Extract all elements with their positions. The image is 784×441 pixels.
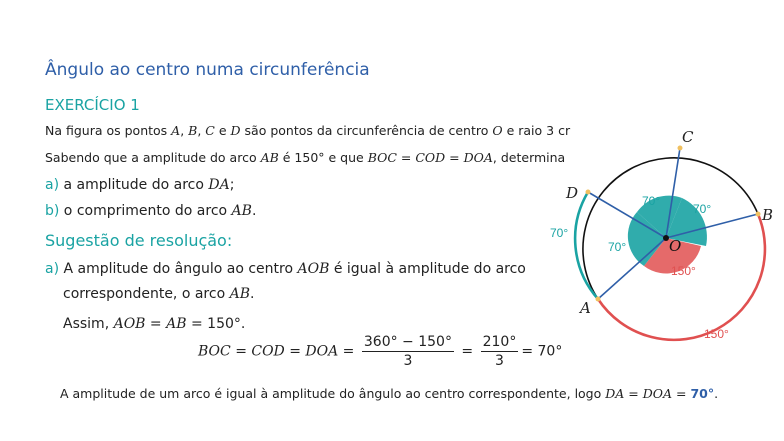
math-AB: AB [166,316,187,332]
point-a [596,297,601,302]
math-A: A [171,123,181,138]
math-AOB: AOB [113,316,146,332]
statement-text: , determina [492,150,566,165]
sep: , [197,123,206,138]
question-a-text: a amplitude do arco [59,177,209,193]
math-C: C [205,123,215,138]
punct: . [250,286,255,302]
point-b [756,212,761,217]
label-doa: 70° [608,240,627,254]
statement-text: Sabendo que a amplitude do arco [45,150,261,165]
formula-eq: = [456,343,478,360]
question-b-label: b) [45,203,60,219]
formula-result: = 70° [521,343,563,360]
fraction-1-numerator: 360° − 150° [363,334,452,350]
label-aob: 150° [671,264,696,278]
label-boc: 70° [693,202,712,216]
fraction-2-denominator: 3 [495,353,504,369]
math-AB: AB [231,203,252,219]
label-arc-da: 70° [550,226,569,240]
sep: = [624,386,643,401]
label-d: D [566,184,579,202]
fraction-2 [481,333,519,370]
math-DA: DA [605,386,625,401]
resolution-text: correspondente, o arco [63,286,230,302]
label-arc-ab: 150° [704,327,729,341]
label-o: O [669,237,682,255]
statement-line-1 [45,123,570,138]
final-text: A amplitude de um arco é igual à amplitude do ângulo ao centro correspondente, logo [60,386,606,401]
math-AB: AB [229,286,250,302]
final-value: 70° [690,386,715,401]
resolution-text: = 150°. [186,316,246,332]
exercise-label: EXERCÍCIO 1 [45,96,140,114]
fraction-2-numerator: 210° [482,334,517,350]
statement-text: são pontos da circunferência de centro [240,123,493,138]
label-cod: 70° [642,194,661,208]
point-c [678,146,683,151]
math-AB: AB [260,150,279,165]
fraction-1 [362,333,454,370]
question-a-label: a) [45,177,60,193]
resolution-label: a) [45,261,60,277]
suggestion-title: Sugestão de resolução: [45,231,233,250]
fraction-1-denominator: 3 [403,353,413,369]
formula [198,333,562,373]
question-a [45,177,234,193]
sep: , [180,123,189,138]
label-b: B [762,206,774,224]
math-O: O [492,123,503,138]
resolution-line-1 [45,261,526,277]
resolution-text: é igual à amplitude do arco [329,261,526,277]
resolution-text: Assim, [63,316,114,332]
math-B: B [188,123,198,138]
resolution-assim [63,316,245,332]
sep: = [145,316,167,332]
sep: = [672,386,691,401]
arc-da [575,192,598,299]
question-b [45,203,256,219]
sep: e [214,123,231,138]
point-d [586,190,591,195]
circle-figure [540,120,784,350]
punct: ; [229,177,235,193]
statement-text: Na figura os pontos [45,123,172,138]
page-title: Ângulo ao centro numa circunferência [45,60,370,80]
math-DOA: DOA [642,386,673,401]
math-AOB: AOB [297,261,330,277]
math-angles: BOC = COD = DOA [367,150,493,165]
formula-eq: = [338,343,359,360]
statement-line-2 [45,150,565,165]
label-a: A [580,299,591,317]
punct: . [251,203,257,219]
resolution-line-2 [63,286,254,302]
math-DA: DA [208,177,230,193]
question-b-text: o comprimento do arco [59,203,232,219]
statement-text: é 150° e que [278,150,368,165]
punct: . [714,386,719,401]
formula-lhs: BOC = COD = DOA [198,343,339,360]
statement-text: e raio 3 cr [502,123,571,138]
resolution-text: A amplitude do ângulo ao centro [59,261,298,277]
math-D: D [230,123,241,138]
label-c: C [682,128,694,146]
final-statement [60,386,718,401]
